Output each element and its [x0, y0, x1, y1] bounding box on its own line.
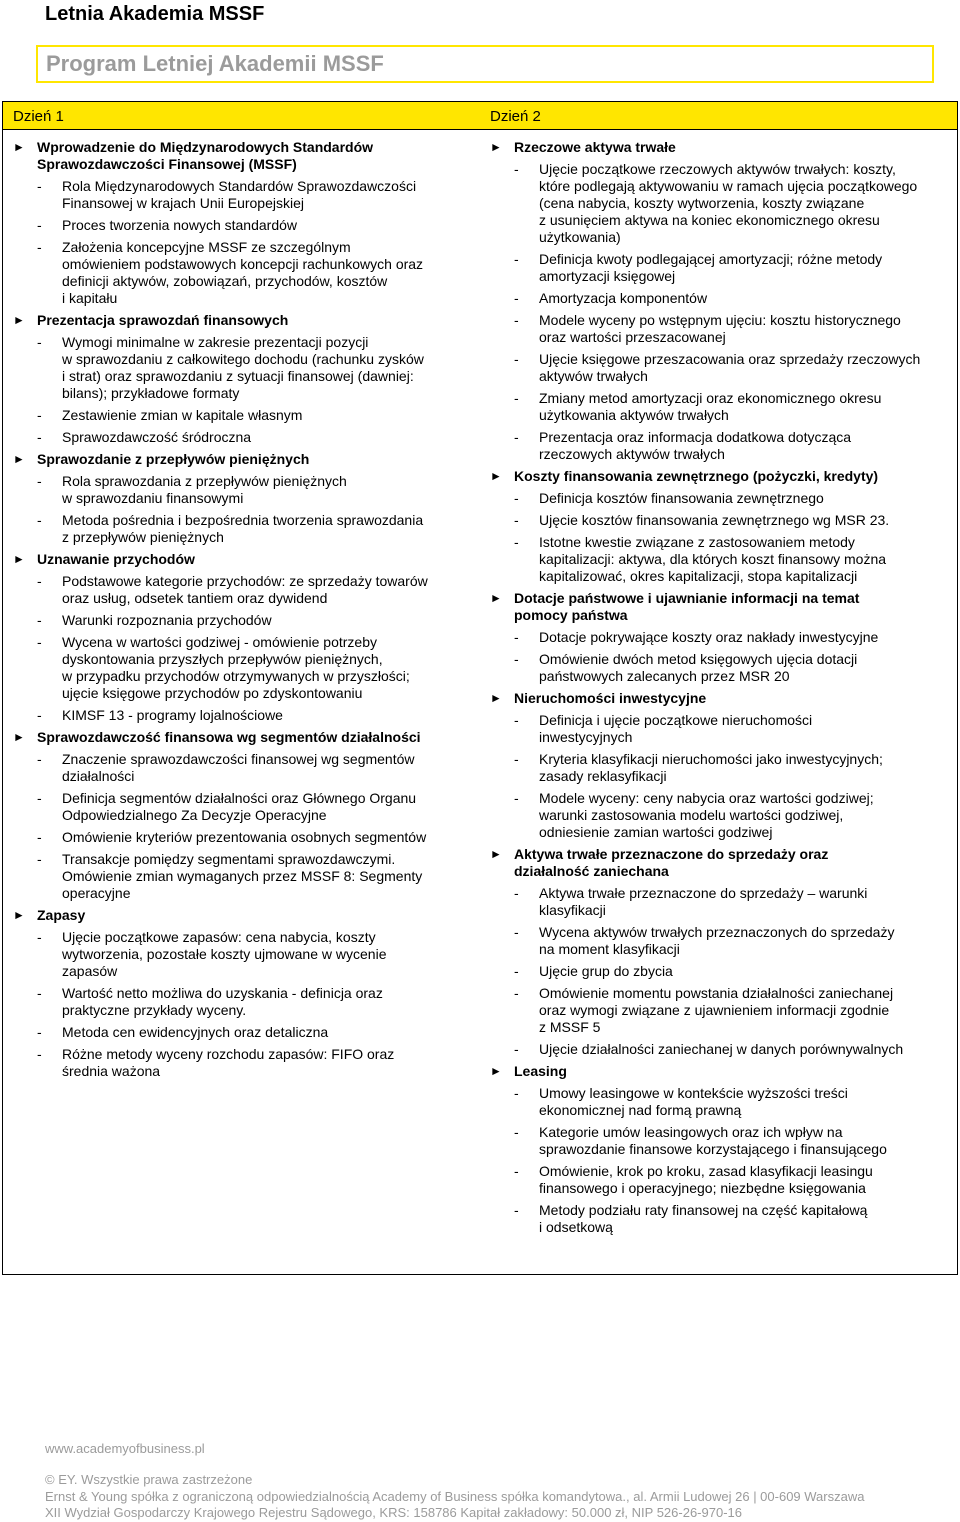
section-title [13, 907, 473, 924]
list-item [13, 829, 473, 846]
list-item-text: Omówienie, krok po kroku, zasad klasyfikacji leasingu finansowego i operacyjnego; niezbędne księgowania [539, 1163, 873, 1196]
list-item-text: Sprawozdawczość śródroczna [62, 429, 252, 445]
section-title-text: Nieruchomości inwestycyjne [514, 690, 707, 706]
section-title-text: Zapasy [37, 907, 86, 923]
dash-bullet: - [514, 790, 519, 806]
footer-company: Ernst & Young spółka z ograniczoną odpowiedzialnością Academy of Business spółka komandytowa., al. Armii Ludowej 26 | 00-609 Warszawa [45, 1489, 865, 1504]
dash-bullet: - [514, 712, 519, 728]
list-item-text: Umowy leasingowe w kontekście wyższości treści ekonomicznej nad formą prawną [539, 1085, 848, 1118]
dash-bullet: - [514, 1202, 519, 1218]
list-item [13, 929, 473, 980]
list-item [13, 407, 473, 424]
arrow-bullet-icon: ► [13, 730, 25, 744]
program-section [490, 1063, 950, 1236]
dash-bullet: - [37, 851, 42, 867]
day1-column [13, 139, 473, 1085]
program-section [490, 690, 950, 841]
footer-url: www.academyofbusiness.pl [45, 1441, 205, 1456]
list-item [490, 790, 950, 841]
list-item-text: Omówienie kryteriów prezentowania osobnych segmentów [62, 829, 427, 845]
dash-bullet: - [37, 334, 42, 350]
list-item-text: Wymogi minimalne w zakresie prezentacji pozycji w sprawozdaniu z całkowitego dochodu (rachunku zysków i strat) oraz sprawozdaniu z sytuacji finansowej (dawniej: bilans); przykładowe formaty [62, 334, 424, 401]
list-item [13, 790, 473, 824]
dash-bullet: - [514, 390, 519, 406]
list-item [13, 1046, 473, 1080]
list-item [13, 239, 473, 307]
section-title-text: Dotacje państwowe i ujawnianie informacji na temat pomocy państwa [514, 590, 860, 623]
list-item-text: Ujęcie początkowe zapasów: cena nabycia, koszty wytworzenia, pozostałe koszty ujmowane w wycenie zapasów [62, 929, 387, 979]
list-item [13, 429, 473, 446]
list-item-text: Proces tworzenia nowych standardów [62, 217, 298, 233]
section-title [13, 551, 473, 568]
list-item [490, 534, 950, 585]
list-item-text: Ujęcie kosztów finansowania zewnętrznego wg MSR 23. [539, 512, 890, 528]
list-item [13, 473, 473, 507]
arrow-bullet-icon: ► [490, 140, 502, 154]
list-item [490, 885, 950, 919]
dash-bullet: - [37, 929, 42, 945]
list-item [13, 634, 473, 702]
list-item [13, 178, 473, 212]
dash-bullet: - [514, 924, 519, 940]
day2-column [490, 139, 950, 1241]
dash-bullet: - [37, 178, 42, 194]
dash-bullet: - [514, 885, 519, 901]
arrow-bullet-icon: ► [490, 469, 502, 483]
list-item [490, 351, 950, 385]
list-item [490, 1124, 950, 1158]
section-title [490, 846, 950, 880]
program-section [490, 846, 950, 1058]
dash-bullet: - [37, 829, 42, 845]
dash-bullet: - [514, 1124, 519, 1140]
list-item-text: Transakcje pomiędzy segmentami sprawozdawczymi. Omówienie zmian wymaganych przez MSSF 8: Segmenty operacyjne [62, 851, 423, 901]
list-item-text: Zestawienie zmian w kapitale własnym [62, 407, 303, 423]
list-item-text: Aktywa trwałe przeznaczone do sprzedaży – warunki klasyfikacji [539, 885, 868, 918]
program-section [13, 139, 473, 307]
dash-bullet: - [37, 407, 42, 423]
section-title-text: Rzeczowe aktywa trwałe [514, 139, 676, 155]
dash-bullet: - [514, 651, 519, 667]
program-section [13, 451, 473, 546]
list-item [490, 312, 950, 346]
dash-bullet: - [37, 1046, 42, 1062]
list-item-text: Dotacje pokrywające koszty oraz nakłady inwestycyjne [539, 629, 879, 645]
list-item [13, 334, 473, 402]
list-item-text: Podstawowe kategorie przychodów: ze sprzedaży towarów oraz usług, odsetek tantiem oraz dywidend [62, 573, 428, 606]
dash-bullet: - [514, 490, 519, 506]
program-table [2, 101, 958, 1275]
footer-registry: XII Wydział Gospodarczy Krajowego Rejestru Sądowego, KRS: 158786 Kapitał zakładowy: 50.000 zł, NIP 526-26-970-16 [45, 1505, 742, 1520]
list-item-text: Modele wyceny po wstępnym ujęciu: kosztu historycznego oraz wartości przeszacowanej [539, 312, 901, 345]
list-item-text: Wycena aktywów trwałych przeznaczonych do sprzedaży na moment klasyfikacji [539, 924, 895, 957]
dash-bullet: - [514, 351, 519, 367]
list-item-text: Rola sprawozdania z przepływów pieniężnych w sprawozdaniu finansowymi [62, 473, 347, 506]
list-item [490, 290, 950, 307]
program-section [13, 907, 473, 1080]
list-item-text: Omówienie dwóch metod księgowych ujęcia dotacji państwowych zalecanych przez MSR 20 [539, 651, 858, 684]
dash-bullet: - [37, 573, 42, 589]
list-item [490, 251, 950, 285]
section-title [13, 312, 473, 329]
list-item [13, 1024, 473, 1041]
dash-bullet: - [514, 251, 519, 267]
section-title [490, 468, 950, 485]
dash-bullet: - [514, 751, 519, 767]
list-item-text: Rola Międzynarodowych Standardów Sprawozdawczości Finansowej w krajach Unii Europejskiej [62, 178, 417, 211]
arrow-bullet-icon: ► [490, 1064, 502, 1078]
day-header-row [3, 102, 957, 130]
list-item-text: Metody podziału raty finansowej na część kapitałową i odsetkową [539, 1202, 868, 1235]
dash-bullet: - [37, 473, 42, 489]
day1-header: Dzień 1 [13, 108, 64, 125]
list-item-text: Amortyzacja komponentów [539, 290, 708, 306]
list-item [490, 629, 950, 646]
dash-bullet: - [37, 512, 42, 528]
arrow-bullet-icon: ► [13, 552, 25, 566]
list-item [13, 707, 473, 724]
dash-bullet: - [514, 985, 519, 1001]
section-title [490, 1063, 950, 1080]
dash-bullet: - [514, 290, 519, 306]
list-item-text: Definicja kwoty podlegającej amortyzacji; różne metody amortyzacji księgowej [539, 251, 883, 284]
dash-bullet: - [37, 985, 42, 1001]
day2-header: Dzień 2 [490, 108, 541, 125]
program-section [490, 590, 950, 685]
section-title [13, 139, 473, 173]
program-section [490, 139, 950, 463]
dash-bullet: - [37, 751, 42, 767]
program-section [13, 729, 473, 902]
list-item [13, 751, 473, 785]
dash-bullet: - [37, 790, 42, 806]
dash-bullet: - [37, 239, 42, 255]
list-item [490, 161, 950, 246]
list-item [13, 851, 473, 902]
list-item-text: Ujęcie księgowe przeszacowania oraz sprzedaży rzeczowych aktywów trwałych [539, 351, 921, 384]
dash-bullet: - [37, 217, 42, 233]
list-item-text: Kategorie umów leasingowych oraz ich wpływ na sprawozdanie finansowe korzystającego i finansującego [539, 1124, 887, 1157]
dash-bullet: - [514, 161, 519, 177]
dash-bullet: - [514, 534, 519, 550]
arrow-bullet-icon: ► [490, 691, 502, 705]
section-title-text: Wprowadzenie do Międzynarodowych Standardów Sprawozdawczości Finansowej (MSSF) [37, 139, 374, 172]
list-item-text: Kryteria klasyfikacji nieruchomości jako inwestycyjnych; zasady reklasyfikacji [539, 751, 883, 784]
list-item [490, 1041, 950, 1058]
section-title-text: Sprawozdanie z przepływów pieniężnych [37, 451, 310, 467]
list-item [490, 751, 950, 785]
list-item-text: Omówienie momentu powstania działalności zaniechanej oraz wymogi związane z ujawnieniem informacji zgodnie z MSSF 5 [539, 985, 894, 1035]
program-section [13, 312, 473, 446]
section-title [13, 729, 473, 746]
list-item [13, 573, 473, 607]
dash-bullet: - [37, 1024, 42, 1040]
list-item [490, 1163, 950, 1197]
footer-copyright: © EY. Wszystkie prawa zastrzeżone [45, 1472, 253, 1487]
dash-bullet: - [37, 612, 42, 628]
program-title: Program Letniej Akademii MSSF [46, 51, 384, 76]
section-title-text: Sprawozdawczość finansowa wg segmentów działalności [37, 729, 421, 745]
section-title [490, 590, 950, 624]
program-section [490, 468, 950, 585]
list-item [490, 390, 950, 424]
arrow-bullet-icon: ► [490, 847, 502, 861]
list-item [490, 924, 950, 958]
list-item-text: Wartość netto możliwa do uzyskania - definicja oraz praktyczne przykłady wyceny. [62, 985, 383, 1018]
list-item [13, 512, 473, 546]
section-title-text: Uznawanie przychodów [37, 551, 195, 567]
list-item [490, 651, 950, 685]
list-item [490, 512, 950, 529]
list-item-text: Metoda pośrednia i bezpośrednia tworzenia sprawozdania z przepływów pieniężnych [62, 512, 424, 545]
dash-bullet: - [514, 629, 519, 645]
list-item [490, 712, 950, 746]
dash-bullet: - [37, 634, 42, 650]
section-title-text: Koszty finansowania zewnętrznego (pożyczki, kredyty) [514, 468, 879, 484]
arrow-bullet-icon: ► [13, 452, 25, 466]
list-item [490, 1085, 950, 1119]
list-item [490, 1202, 950, 1236]
list-item [490, 429, 950, 463]
list-item-text: Metoda cen ewidencyjnych oraz detaliczna [62, 1024, 329, 1040]
dash-bullet: - [37, 429, 42, 445]
list-item-text: Istotne kwestie związane z zastosowaniem metody kapitalizacji: aktywa, dla których koszt finansowy można kapitalizować, okres kapitalizacji, stopa kapitalizacji [539, 534, 887, 584]
arrow-bullet-icon: ► [13, 313, 25, 327]
list-item [13, 612, 473, 629]
dash-bullet: - [514, 1041, 519, 1057]
dash-bullet: - [514, 963, 519, 979]
list-item-text: Definicja kosztów finansowania zewnętrznego [539, 490, 824, 506]
list-item-text: Modele wyceny: ceny nabycia oraz wartości godziwej; warunki zastosowania modelu wartości godziwej, odniesienie zamian wartości godziwej [539, 790, 874, 840]
section-title-text: Leasing [514, 1063, 567, 1079]
list-item-text: Wycena w wartości godziwej - omówienie potrzeby dyskontowania przyszłych przepływów pieniężnych, w przypadku przychodów otrzymywanych w przyszłości; ujęcie księgowe przychodów po zdyskontowaniu [62, 634, 410, 701]
list-item [490, 985, 950, 1036]
list-item-text: Znaczenie sprawozdawczości finansowej wg segmentów działalności [62, 751, 415, 784]
list-item [13, 985, 473, 1019]
list-item-text: Różne metody wyceny rozchodu zapasów: FIFO oraz średnia ważona [62, 1046, 395, 1079]
list-item-text: Zmiany metod amortyzacji oraz ekonomicznego okresu użytkowania aktywów trwałych [539, 390, 882, 423]
list-item-text: Ujęcie grup do zbycia [539, 963, 673, 979]
list-item-text: Ujęcie działalności zaniechanej w danych porównywalnych [539, 1041, 904, 1057]
section-title-text: Aktywa trwałe przeznaczone do sprzedaży oraz działalność zaniechana [514, 846, 829, 879]
section-title [13, 451, 473, 468]
section-title [490, 139, 950, 156]
program-section [13, 551, 473, 724]
section-title [490, 690, 950, 707]
list-item [490, 490, 950, 507]
list-item-text: Prezentacja oraz informacja dodatkowa dotycząca rzeczowych aktywów trwałych [539, 429, 852, 462]
arrow-bullet-icon: ► [490, 591, 502, 605]
list-item-text: Ujęcie początkowe rzeczowych aktywów trwałych: koszty, które podlegają aktywowaniu w ramach ujęcia początkowego (cena nabycia, koszty wytworzenia, koszty związane z usunięciem aktywa na koniec ekonomicznego okresu użytkowania) [539, 161, 918, 245]
dash-bullet: - [514, 1085, 519, 1101]
list-item-text: Warunki rozpoznania przychodów [62, 612, 272, 628]
dash-bullet: - [37, 707, 42, 723]
arrow-bullet-icon: ► [13, 140, 25, 154]
section-title-text: Prezentacja sprawozdań finansowych [37, 312, 289, 328]
list-item [13, 217, 473, 234]
dash-bullet: - [514, 312, 519, 328]
program-banner [36, 45, 934, 83]
list-item-text: Definicja segmentów działalności oraz Głównego Organu Odpowiedzialnego Za Decyzje Operacyjne [62, 790, 417, 823]
arrow-bullet-icon: ► [13, 908, 25, 922]
list-item-text: Założenia koncepcyjne MSSF ze szczególnym omówieniem podstawowych koncepcji rachunkowych oraz definicji aktywów, zobowiązań, przychodów, kosztów i kapitału [62, 239, 424, 306]
list-item-text: KIMSF 13 - programy lojalnościowe [62, 707, 283, 723]
dash-bullet: - [514, 512, 519, 528]
list-item [490, 963, 950, 980]
dash-bullet: - [514, 429, 519, 445]
dash-bullet: - [514, 1163, 519, 1179]
list-item-text: Definicja i ujęcie początkowe nieruchomości inwestycyjnych [539, 712, 813, 745]
document-title: Letnia Akademia MSSF [45, 3, 265, 25]
